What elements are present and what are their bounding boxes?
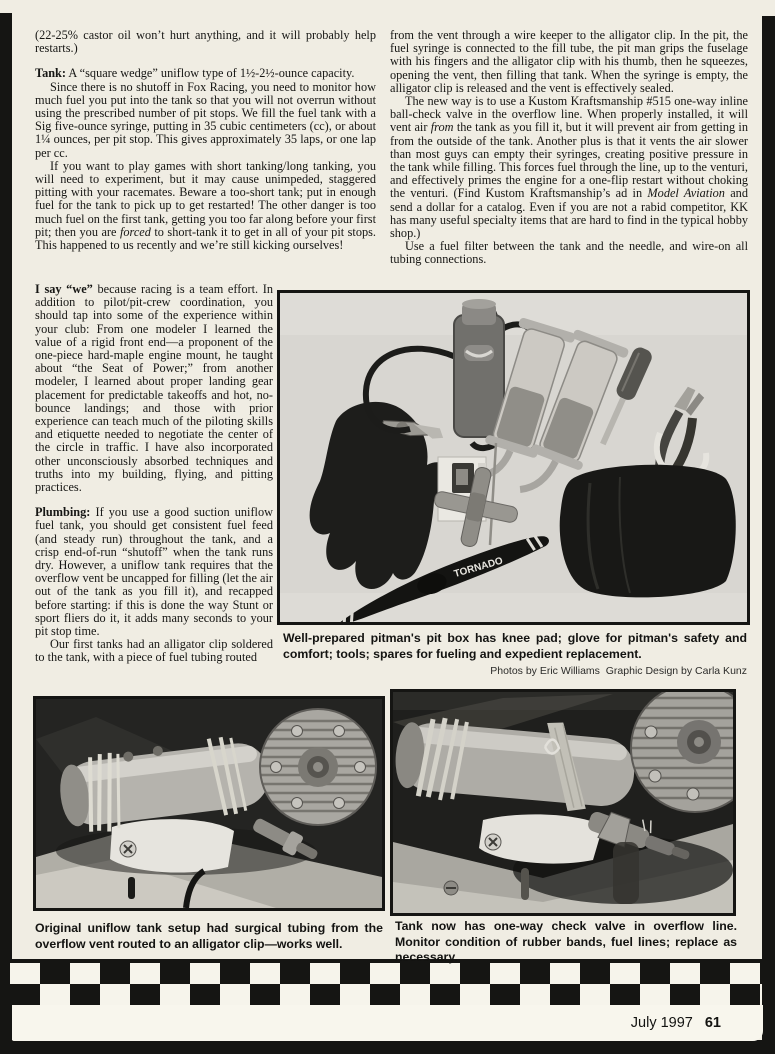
page-edge-left	[0, 13, 12, 1054]
checkered-flag-border	[10, 963, 762, 1005]
paragraph: If you want to play games with short tanking/long tanking, you will need to experiment, but it may cause unimpeded, staggered pitting with your racemates. Beware a too-short tank; put in enough fuel for the tank to pick up to get restarted! The other danger is too much fuel on the first tank, getting you too far along before your first pit; then you are forced to short-tank it to get in all of your pit stops. This happened to us recently and we’re still kicking ourselves!	[35, 158, 376, 253]
footer-issue-date: July 1997	[630, 1015, 693, 1031]
uniflow-tank-photo	[33, 696, 385, 911]
bottom-left-caption: Original uniflow tank setup had surgical tubing from the overflow vent routed to an alligator clip—works well.	[35, 921, 383, 951]
article-right-column	[390, 29, 748, 267]
paragraph: Plumbing: If you use a good suction uniflow fuel tank, you should get consistent fuel feed (and steady run) throughout the tank, and a crisp end-of-run “shutoff” when the tank runs dry. However, a uniflow tank requires that the overflow vent be uncapped for filling (let the air out of the tank as you fill it), and recapped before starting: if this is done the way Stunt or sport fliers do it, it adds many seconds to your pit stop time.	[35, 505, 273, 639]
paragraph: (22-25% castor oil won’t hurt anything, and it will probably help restarts.)	[35, 28, 376, 56]
photo-credit: Photos by Eric Williams Graphic Design by Carla Kunz	[490, 665, 747, 677]
page-edge-bottom	[0, 1040, 775, 1054]
cylinder-head	[260, 709, 376, 825]
paragraph: Since there is no shutoff in Fox Racing, you need to monitor how much fuel you put into the tank so that you will not overrun without using the prescribed number of pit stops. We fill the fuel tank with a Sig five-ounce syringe, putting in 35 cubic centimeters (cc), or about 1¼ ounces, per pit stop. This gives approximately 35 laps, or one lap per cc.	[35, 79, 376, 160]
pit-box-photo	[277, 290, 750, 625]
footer-page-number: 61	[704, 1015, 721, 1031]
paragraph: Tank: A “square wedge” uniflow type of 1½-2½-ounce capacity.	[35, 66, 355, 81]
fuel-bottle	[454, 299, 504, 437]
footer-band	[12, 1005, 763, 1041]
pit-box-photo-art	[280, 293, 747, 622]
article-left-column-top	[35, 29, 376, 252]
page-edge-right	[762, 16, 775, 1054]
paragraph: I say “we” because racing is a team effort. In addition to pilot/pit-crew coordination, you should tap into some of the experience within your club: From one modeler I learned the value of a rigid front end—a proponent of the one-piece hard-maple engine mount, he taught about “the Seat of Power;” from another modeler, I learned about proper landing gear placement for predictable takeoffs and hot, no-bounce landings; and those with prior experience can teach much of the piloting skills and etiquette needed to negotiate the center of the circle in traffic. I have also incorporated other unconsciously absorbed techniques and truths into my building, flying, and pitting practices.	[35, 282, 273, 495]
paragraph: from the vent through a wire keeper to the alligator clip. In the pit, the fuel syringe is connected to the fill tube, the pit man grips the fuselage with his fingers and the alligator clip with his thumb, then he squeezes, opening the vent, then filling that tank. When the syringe is empty, the alligator clip is released and the vent is effectively sealed.	[390, 28, 748, 95]
paragraph: Use a fuel filter between the tank and the needle, and wire-on all tubing connections.	[390, 239, 748, 267]
paragraph: The new way is to use a Kustom Kraftsmanship #515 one-way inline ball-check valve in the overflow line. When properly installed, it will vent air from the tank as you fill it, but it will prevent air from getting in from the outside of the tank. Another plus is that it vents the air slower than most guys can empty their syringes, creating positive pressure in the tank while filling. This forces fuel through the line, up to the venturi, and effectively primes the engine for a one-flip restart without choking the venturi. (Find Kustom Kraftsmanship’s ad in Model Aviation and send a dollar for a catalog. Even if you are not a rabid competitor, KK has many useful specialty items that are hard to find in the typical hobby shop.)	[390, 94, 749, 241]
main-photo-caption: Well-prepared pitman's pit box has knee pad; glove for pitman's safety and comfort; tools; spares for fueling and expedient replacement.	[283, 631, 747, 661]
uniflow-tank-photo-art	[36, 699, 382, 908]
article-left-column-narrow	[35, 283, 273, 665]
bottom-right-caption: Tank now has one-way check valve in overflow line. Monitor condition of rubber bands, fuel lines; replace as necessary.	[395, 919, 737, 964]
propeller-label: TORNADO	[452, 555, 505, 580]
check-valve-photo-art	[393, 692, 733, 913]
paragraph: Our first tanks had an alligator clip soldered to the tank, with a piece of fuel tubing routed	[35, 637, 273, 665]
knee-pad-pouch	[560, 465, 736, 598]
check-valve-photo	[390, 689, 736, 916]
